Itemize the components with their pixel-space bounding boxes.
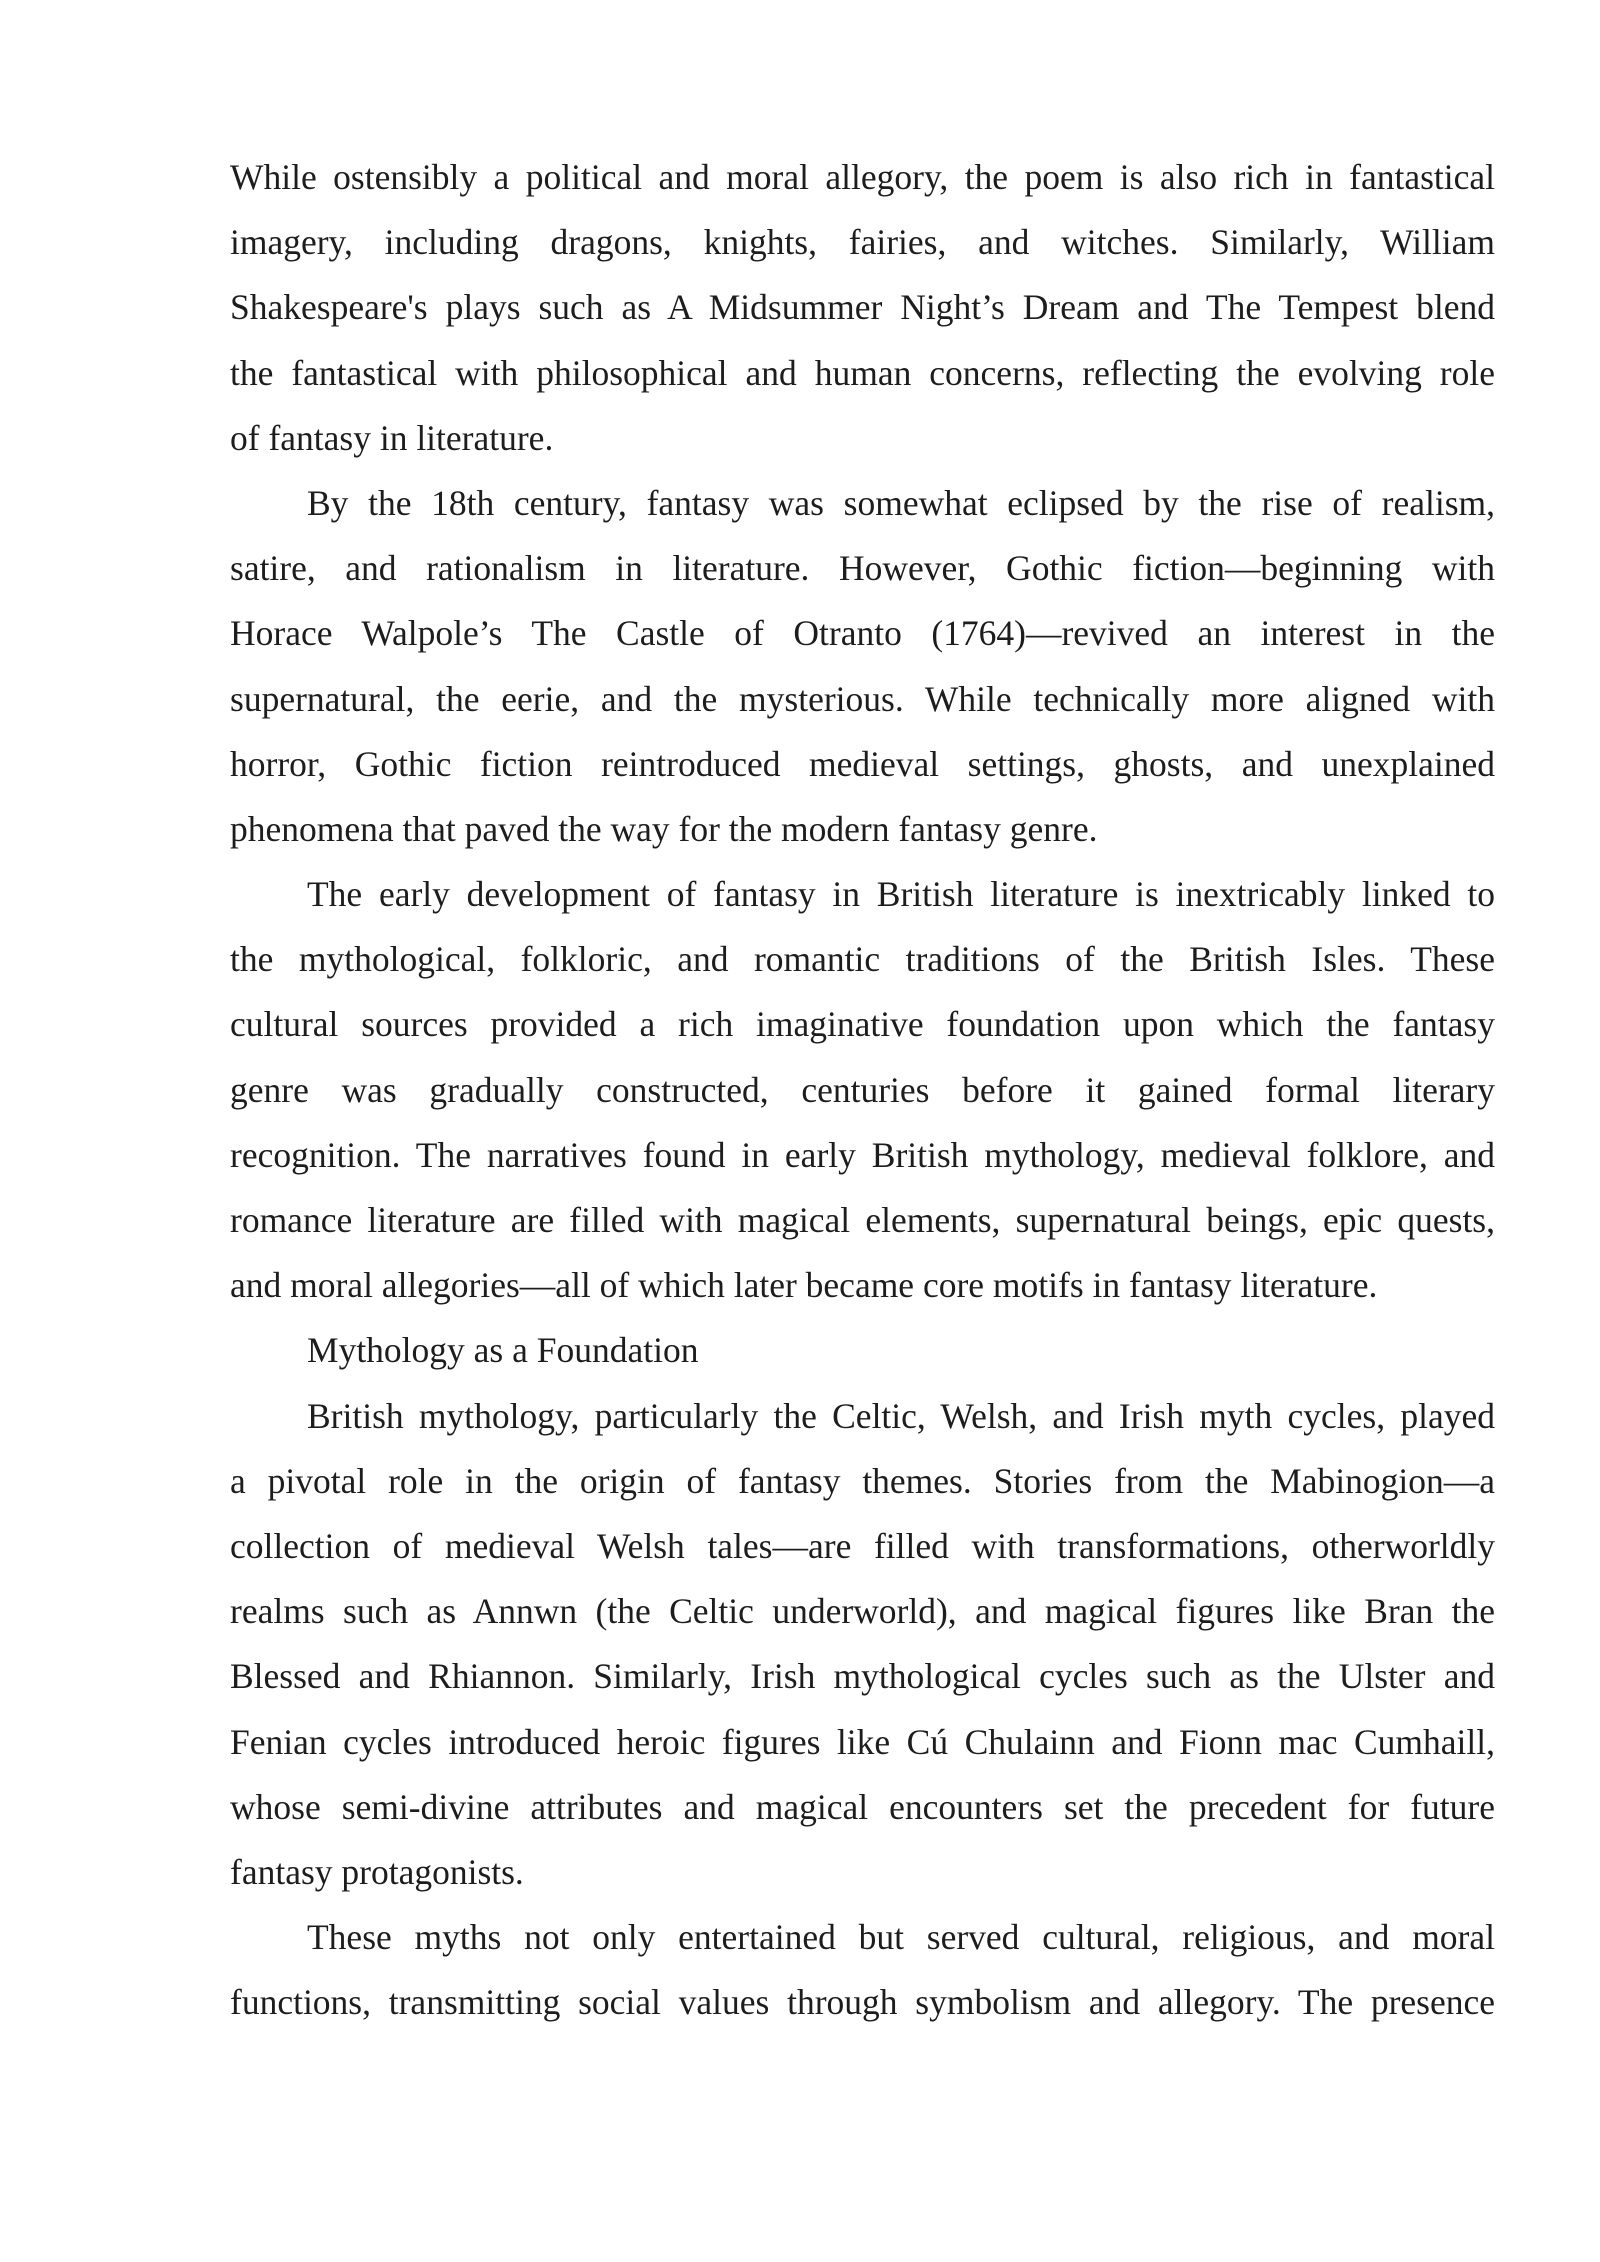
body-text <box>230 150 1495 2040</box>
text-line: By the 18th century, fantasy was somewhat eclipsed by the rise of realism, <box>307 482 1495 523</box>
text-line: the mythological, folkloric, and romantic traditions of the British Isles. These <box>230 939 1495 980</box>
text-line: a pivotal role in the origin of fantasy themes. Stories from the Mabinogion—a <box>230 1460 1495 1501</box>
text-line: realms such as Annwn (the Celtic underworld), and magical figures like Bran the <box>230 1591 1495 1632</box>
text-line: romance literature are filled with magical elements, supernatural beings, epic quests, <box>230 1200 1495 1240</box>
text-line: genre was gradually constructed, centuries before it gained formal literary <box>230 1069 1495 1110</box>
text-line: functions, transmitting social values through symbolism and allegory. The presence <box>230 1982 1495 2023</box>
text-line: fantasy protagonists. <box>230 1851 524 1892</box>
text-line: satire, and rationalism in literature. However, Gothic fiction—beginning with <box>230 548 1495 589</box>
text-line: These myths not only entertained but served cultural, religious, and moral <box>307 1917 1495 1958</box>
text-line: recognition. The narratives found in early British mythology, medieval folklore, and <box>230 1134 1495 1175</box>
text-line: British mythology, particularly the Celtic, Welsh, and Irish myth cycles, played <box>307 1395 1495 1436</box>
text-line: Blessed and Rhiannon. Similarly, Irish mythological cycles such as the Ulster and <box>230 1656 1495 1697</box>
text-line: whose semi-divine attributes and magical encounters set the precedent for future <box>230 1786 1495 1827</box>
text-line: cultural sources provided a rich imaginative foundation upon which the fantasy <box>230 1004 1495 1045</box>
text-line: of fantasy in literature. <box>230 417 554 458</box>
section-heading: Mythology as a Foundation <box>307 1330 699 1371</box>
text-line: horror, Gothic fiction reintroduced medieval settings, ghosts, and unexplained <box>230 743 1495 784</box>
text-line: The early development of fantasy in British literature is inextricably linked to <box>307 874 1495 915</box>
text-line: Shakespeare's plays such as A Midsummer Night’s Dream and The Tempest blend <box>230 287 1495 328</box>
text-line: and moral allegories—all of which later became core motifs in fantasy literature. <box>230 1265 1378 1306</box>
text-line: Horace Walpole’s The Castle of Otranto (1764)—revived an interest in the <box>230 613 1495 654</box>
text-line: imagery, including dragons, knights, fairies, and witches. Similarly, William <box>230 222 1495 263</box>
text-line: phenomena that paved the way for the modern fantasy genre. <box>230 808 1098 849</box>
text-line: Fenian cycles introduced heroic figures like Cú Chulainn and Fionn mac Cumhaill, <box>230 1721 1495 1762</box>
text-line: supernatural, the eerie, and the mysterious. While technically more aligned with <box>230 678 1495 719</box>
text-line: the fantastical with philosophical and human concerns, reflecting the evolving role <box>230 352 1495 393</box>
text-line: While ostensibly a political and moral allegory, the poem is also rich in fantastical <box>230 157 1495 197</box>
text-line: collection of medieval Welsh tales—are filled with transformations, otherworldly <box>230 1525 1495 1566</box>
